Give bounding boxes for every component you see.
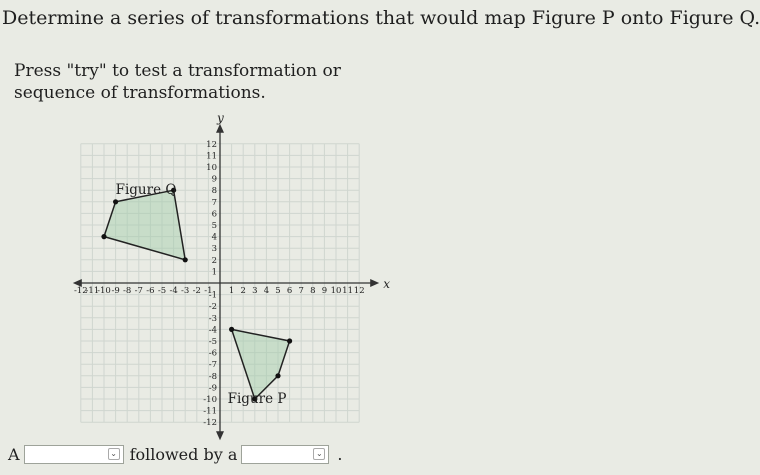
figure-p-vertex[interactable] — [275, 373, 280, 378]
x-tick-label: 5 — [275, 286, 281, 296]
x-tick-label: -9 — [111, 286, 120, 296]
chevron-down-icon: ⌄ — [108, 448, 120, 460]
x-tick-label: -5 — [157, 286, 167, 296]
x-tick-label: 10 — [330, 286, 342, 296]
y-tick-label: -9 — [208, 383, 217, 394]
y-tick-label: -10 — [203, 395, 217, 405]
y-tick-label: 8 — [211, 186, 217, 197]
answer-row — [8, 445, 342, 464]
y-axis-arrow-up — [216, 124, 224, 133]
x-tick-label: -12 — [73, 286, 88, 296]
x-tick-label: 4 — [263, 286, 270, 296]
transformation-select-1[interactable] — [24, 445, 124, 464]
transformation-select-2[interactable] — [241, 445, 329, 464]
y-tick-label: 1 — [211, 267, 217, 278]
y-tick-label: -3 — [208, 313, 217, 324]
answer-middle-text: followed by a — [129, 445, 238, 464]
x-tick-label: 7 — [298, 286, 304, 296]
x-tick-label: 2 — [240, 286, 246, 296]
y-tick-label: -2 — [208, 302, 217, 313]
y-tick-label: 10 — [206, 163, 217, 173]
y-tick-label: -1 — [208, 290, 217, 301]
y-tick-label: 7 — [211, 197, 217, 208]
figure-p-label: Figure P — [227, 391, 287, 407]
y-tick-label: -12 — [203, 418, 217, 429]
y-tick-label: -7 — [208, 360, 217, 371]
y-tick-label: -4 — [208, 325, 217, 336]
y-tick-label: -8 — [208, 371, 217, 382]
x-tick-label: 6 — [286, 286, 293, 296]
answer-suffix: . — [337, 445, 343, 464]
figure-q-vertex[interactable] — [113, 199, 118, 204]
y-tick-label: -11 — [203, 406, 217, 417]
x-tick-label: 3 — [252, 286, 258, 296]
question-title: Determine a series of transformations that would map Figure P onto Figure Q. — [2, 7, 760, 29]
y-tick-label: 9 — [211, 174, 217, 185]
x-axis-label: x — [383, 277, 390, 291]
x-tick-label: 11 — [342, 286, 354, 296]
y-tick-label: 6 — [211, 209, 217, 220]
y-tick-label: 2 — [211, 255, 217, 266]
figure-p-vertex[interactable] — [287, 338, 292, 343]
x-tick-label: -8 — [123, 286, 132, 296]
chevron-down-icon: ⌄ — [313, 448, 325, 460]
y-tick-label: 4 — [211, 232, 217, 243]
x-tick-label: -4 — [169, 286, 178, 296]
figure-q-vertex[interactable] — [183, 257, 188, 262]
x-axis-arrow-right — [370, 279, 379, 287]
figure-q-label: Figure Q — [115, 182, 177, 199]
x-tick-label: -2 — [192, 286, 201, 296]
y-tick-label: 3 — [211, 244, 217, 255]
x-tick-label: -10 — [97, 286, 111, 296]
x-tick-label: -7 — [134, 286, 143, 296]
y-tick-label: 12 — [206, 139, 217, 150]
x-tick-label: -3 — [181, 286, 190, 296]
y-tick-label: -5 — [208, 337, 217, 347]
x-tick-label: 12 — [353, 286, 365, 296]
y-tick-label: 11 — [206, 151, 217, 162]
figure-p-vertex[interactable] — [229, 327, 234, 332]
x-tick-label: 9 — [321, 286, 328, 296]
y-axis-arrow-down — [216, 431, 224, 440]
figure-q-vertex[interactable] — [101, 234, 106, 239]
answer-prefix: A — [8, 445, 20, 464]
x-tick-label: -11 — [85, 286, 100, 296]
x-tick-label: 1 — [228, 286, 235, 296]
x-tick-label: 8 — [310, 286, 316, 296]
x-tick-label: -1 — [204, 286, 213, 296]
y-tick-label: -6 — [208, 348, 217, 359]
y-axis-label: y — [217, 110, 224, 125]
instructions-text: Press "try" to test a transformation or sequence of transformations. — [14, 61, 341, 103]
x-tick-label: -6 — [146, 286, 155, 296]
y-tick-label: 5 — [211, 221, 217, 231]
